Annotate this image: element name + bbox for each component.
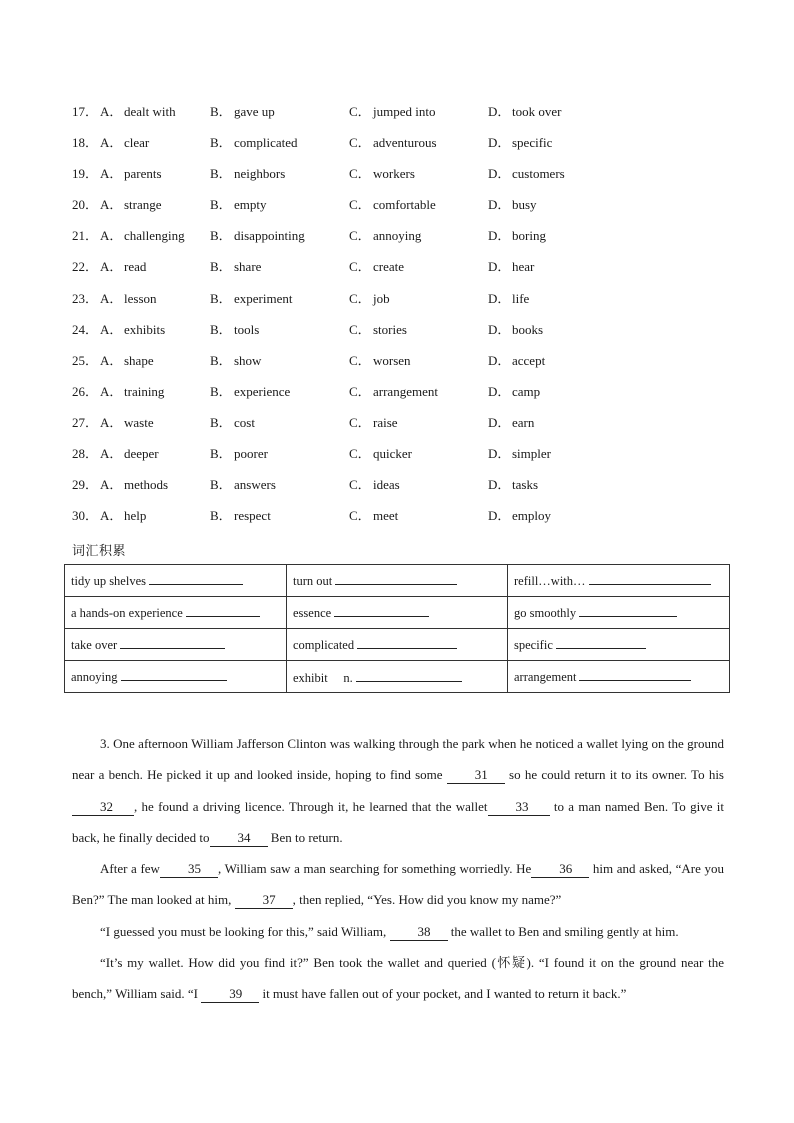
option-letter: A． <box>100 477 123 493</box>
option-text: boring <box>512 228 546 244</box>
question-row <box>72 350 752 381</box>
option-c[interactable] <box>349 194 436 216</box>
blank-34[interactable]: 34 <box>210 830 268 847</box>
option-text: respect <box>234 508 271 524</box>
option-letter: D． <box>488 321 511 337</box>
option-letter: A． <box>100 135 123 151</box>
option-letter: B． <box>210 290 232 306</box>
passage-text: to a man named Ben. To give it back, he finally decided to <box>72 798 724 845</box>
option-text: tasks <box>512 477 538 493</box>
option-c[interactable] <box>349 443 412 465</box>
vocab-cell <box>287 661 508 693</box>
vocab-term: exhibit n. <box>293 670 353 685</box>
question-row <box>72 256 752 287</box>
blank-32[interactable]: 32 <box>72 799 134 816</box>
option-letter: C． <box>349 508 371 524</box>
answer-line[interactable] <box>120 636 225 649</box>
option-text: cost <box>234 414 255 430</box>
option-text: customers <box>512 166 565 182</box>
option-text: adventurous <box>373 135 437 151</box>
vocab-row <box>65 629 730 661</box>
vocab-term: a hands-on experience <box>71 606 183 620</box>
question-row <box>72 412 752 443</box>
option-letter: C． <box>349 414 371 430</box>
option-a[interactable] <box>100 225 185 247</box>
vocab-term: refill…with… <box>514 574 586 588</box>
passage-text: so he could return it to its owner. To his <box>504 767 724 783</box>
option-b[interactable] <box>210 443 268 465</box>
option-text: accept <box>512 352 546 368</box>
option-text: strange <box>124 197 162 213</box>
option-c[interactable] <box>349 101 435 123</box>
option-text: share <box>234 259 262 275</box>
option-text: show <box>234 352 262 368</box>
option-text: job <box>373 290 390 306</box>
vocab-cell <box>287 565 508 597</box>
option-text: raise <box>373 414 398 430</box>
option-letter: A． <box>100 352 123 368</box>
option-letter: A． <box>100 259 123 275</box>
question-row <box>72 319 752 350</box>
option-a[interactable] <box>100 350 154 372</box>
option-c[interactable] <box>349 381 438 403</box>
option-letter: D． <box>488 104 511 119</box>
option-letter: B． <box>210 446 232 462</box>
option-c[interactable] <box>349 132 437 154</box>
vocab-term: specific <box>514 638 553 652</box>
option-letter: C． <box>349 383 371 399</box>
option-letter: A． <box>100 228 123 244</box>
vocab-term: complicated <box>293 638 355 652</box>
option-text: lesson <box>124 290 157 306</box>
option-a[interactable] <box>100 381 164 403</box>
question-number: 27． <box>72 414 99 430</box>
question-number: 25． <box>72 352 99 368</box>
option-text: busy <box>512 197 537 213</box>
passage-text: , William saw a man searching for something worriedly. He <box>217 861 532 877</box>
blank-36[interactable]: 36 <box>531 861 589 878</box>
question-number: 18． <box>72 135 99 151</box>
option-letter: D． <box>488 383 511 399</box>
option-text: comfortable <box>373 197 436 213</box>
option-text: tools <box>234 321 260 337</box>
question-row <box>72 225 752 256</box>
option-b[interactable] <box>210 163 285 185</box>
passage-text: him and asked, “Are you Ben?” The man looked at him, <box>72 861 724 908</box>
option-text: disappointing <box>234 228 305 244</box>
option-text: experiment <box>234 290 293 306</box>
option-c[interactable] <box>349 412 398 434</box>
question-number: 29． <box>72 477 99 493</box>
answer-line[interactable] <box>579 604 677 617</box>
vocab-row <box>65 597 730 629</box>
vocab-cell <box>287 597 508 629</box>
option-letter: B． <box>210 508 232 524</box>
option-d[interactable] <box>488 350 545 372</box>
question-row <box>72 163 752 194</box>
option-c[interactable] <box>349 505 398 527</box>
option-letter: A． <box>100 290 123 306</box>
option-b[interactable] <box>210 381 290 403</box>
option-text: parents <box>124 166 162 182</box>
option-letter: B． <box>210 321 232 337</box>
answer-line[interactable] <box>589 572 711 585</box>
option-letter: C． <box>349 135 371 151</box>
option-text: dealt with <box>124 104 176 119</box>
option-text: life <box>512 290 530 306</box>
vocab-cell <box>65 629 287 661</box>
option-letter: D． <box>488 166 511 182</box>
option-letter: A． <box>100 321 123 337</box>
option-letter: D． <box>488 228 511 244</box>
option-d[interactable] <box>488 163 565 185</box>
option-a[interactable] <box>100 132 149 154</box>
passage-text: , he found a driving licence. Through it, he learned that the wallet <box>134 798 488 814</box>
option-text: create <box>373 259 405 275</box>
question-row <box>72 381 752 412</box>
passage-paragraph-4 <box>72 947 724 1010</box>
answer-line[interactable] <box>579 668 691 681</box>
passage-text: After a few <box>100 861 160 877</box>
option-c[interactable] <box>349 256 404 278</box>
vocab-cell <box>65 597 287 629</box>
option-b[interactable] <box>210 288 292 310</box>
option-b[interactable] <box>210 256 261 278</box>
option-a[interactable] <box>100 256 146 278</box>
option-letter: A． <box>100 166 123 182</box>
option-text: took over <box>512 104 562 119</box>
option-a[interactable] <box>100 163 162 185</box>
option-d[interactable] <box>488 505 551 527</box>
option-letter: C． <box>349 104 371 119</box>
passage-text: it must have fallen out of your pocket, and I wanted to return it back.” <box>259 986 627 1002</box>
option-text: quicker <box>373 446 412 462</box>
option-text: workers <box>373 166 415 182</box>
option-letter: D． <box>488 197 511 213</box>
option-text: waste <box>124 414 154 430</box>
answer-line[interactable] <box>335 572 457 585</box>
answer-line[interactable] <box>357 636 457 649</box>
option-letter: B． <box>210 477 232 493</box>
blank-31[interactable]: 31 <box>447 767 505 784</box>
passage-text: Ben to return. <box>267 829 343 845</box>
option-text: empty <box>234 197 267 213</box>
option-text: shape <box>124 352 154 368</box>
vocab-term: take over <box>71 638 118 652</box>
option-d[interactable] <box>488 288 529 310</box>
option-text: worsen <box>373 352 411 368</box>
vocab-heading: 词汇积累 <box>72 544 127 559</box>
vocab-cell <box>508 629 730 661</box>
option-text: methods <box>124 477 169 493</box>
vocab-cell <box>287 629 508 661</box>
vocab-cell <box>65 565 287 597</box>
option-text: stories <box>373 321 407 337</box>
option-a[interactable] <box>100 412 154 434</box>
option-text: simpler <box>512 446 551 462</box>
passage-text: “It’s my wallet. How did you find it?” Ben took the wallet and queried (怀疑). “I found it on the ground near the bench,” William said. “I <box>72 955 724 1002</box>
answer-line[interactable] <box>556 636 646 649</box>
vocab-table <box>64 564 730 693</box>
blank-39[interactable]: 39 <box>201 986 259 1003</box>
vocab-cell <box>508 661 730 693</box>
option-text: earn <box>512 414 535 430</box>
option-text: arrangement <box>373 383 438 399</box>
option-c[interactable] <box>349 163 415 185</box>
question-row <box>72 132 752 163</box>
question-row <box>72 474 752 505</box>
vocab-row <box>65 661 730 693</box>
option-letter: D． <box>488 477 511 493</box>
option-letter: D． <box>488 135 511 151</box>
option-d[interactable] <box>488 101 561 123</box>
option-c[interactable] <box>349 225 421 247</box>
option-d[interactable] <box>488 319 543 341</box>
option-a[interactable] <box>100 319 165 341</box>
option-c[interactable] <box>349 319 407 341</box>
option-text: poorer <box>234 446 268 462</box>
option-text: answers <box>234 477 276 493</box>
passage-paragraph-2 <box>72 853 724 916</box>
passage-paragraph-3 <box>72 916 724 947</box>
option-b[interactable] <box>210 505 271 527</box>
option-d[interactable] <box>488 194 537 216</box>
option-letter: B． <box>210 228 232 244</box>
vocab-term: annoying <box>71 670 118 684</box>
option-a[interactable] <box>100 474 168 496</box>
blank-35[interactable]: 35 <box>160 861 218 878</box>
answer-line[interactable] <box>121 668 227 681</box>
question-number: 28． <box>72 446 99 462</box>
option-d[interactable] <box>488 443 551 465</box>
option-letter: B． <box>210 197 232 213</box>
answer-line[interactable] <box>186 604 260 617</box>
option-d[interactable] <box>488 256 534 278</box>
option-b[interactable] <box>210 412 255 434</box>
option-letter: D． <box>488 259 511 275</box>
option-text: read <box>124 259 147 275</box>
option-letter: A． <box>100 197 123 213</box>
option-text: meet <box>373 508 399 524</box>
option-letter: D． <box>488 290 511 306</box>
option-b[interactable] <box>210 194 267 216</box>
vocab-cell <box>508 597 730 629</box>
option-letter: C． <box>349 197 371 213</box>
answer-line[interactable] <box>334 604 429 617</box>
option-text: deeper <box>124 446 159 462</box>
option-a[interactable] <box>100 288 157 310</box>
option-d[interactable] <box>488 474 538 496</box>
vocab-term: tidy up shelves <box>71 574 146 588</box>
option-text: help <box>124 508 147 524</box>
option-text: camp <box>512 383 541 399</box>
option-b[interactable] <box>210 319 259 341</box>
question-row <box>72 443 752 474</box>
option-b[interactable] <box>210 225 305 247</box>
option-letter: A． <box>100 508 123 524</box>
option-b[interactable] <box>210 132 298 154</box>
option-letter: D． <box>488 352 511 368</box>
cloze-passage <box>72 728 724 1010</box>
option-letter: C． <box>349 228 371 244</box>
option-c[interactable] <box>349 350 411 372</box>
option-a[interactable] <box>100 101 176 123</box>
option-letter: C． <box>349 290 371 306</box>
option-b[interactable] <box>210 350 261 372</box>
option-text: ideas <box>373 477 400 493</box>
option-c[interactable] <box>349 288 390 310</box>
question-number: 30． <box>72 508 99 524</box>
option-letter: C． <box>349 321 371 337</box>
option-a[interactable] <box>100 194 162 216</box>
option-text: hear <box>512 259 535 275</box>
option-letter: D． <box>488 414 511 430</box>
option-letter: A． <box>100 104 123 119</box>
question-number: 23． <box>72 290 99 306</box>
option-letter: B． <box>210 259 232 275</box>
vocab-term: essence <box>293 606 332 620</box>
option-text: annoying <box>373 228 422 244</box>
vocab-row <box>65 565 730 597</box>
vocab-term: go smoothly <box>514 606 577 620</box>
passage-paragraph-1 <box>72 728 724 853</box>
option-a[interactable] <box>100 505 146 527</box>
option-letter: B． <box>210 166 232 182</box>
option-text: gave up <box>234 104 275 119</box>
question-number: 17． <box>72 104 99 119</box>
passage-text: the wallet to Ben and smiling gently at him. <box>447 923 679 939</box>
blank-38[interactable]: 38 <box>390 924 448 941</box>
option-letter: C． <box>349 352 371 368</box>
option-letter: C． <box>349 477 371 493</box>
question-row <box>72 505 752 536</box>
question-number: 26． <box>72 383 99 399</box>
vocab-term: arrangement <box>514 670 577 684</box>
option-letter: A． <box>100 383 123 399</box>
option-letter: C． <box>349 446 371 462</box>
option-text: books <box>512 321 544 337</box>
option-d[interactable] <box>488 412 534 434</box>
option-letter: C． <box>349 259 371 275</box>
option-b[interactable] <box>210 101 275 123</box>
option-text: jumped into <box>373 104 436 119</box>
option-text: specific <box>512 135 553 151</box>
question-row <box>72 101 752 132</box>
question-number: 20． <box>72 197 99 213</box>
question-number: 21． <box>72 228 99 244</box>
option-b[interactable] <box>210 474 276 496</box>
answer-line[interactable] <box>356 669 462 682</box>
option-text: employ <box>512 508 551 524</box>
option-letter: D． <box>488 508 511 524</box>
passage-text: “I guessed you must be looking for this,” said William, <box>100 923 390 939</box>
question-number: 22． <box>72 259 99 275</box>
option-d[interactable] <box>488 132 552 154</box>
question-row <box>72 288 752 319</box>
multiple-choice-options <box>72 101 752 536</box>
option-letter: A． <box>100 414 123 430</box>
option-letter: B． <box>210 104 232 119</box>
option-text: training <box>124 383 165 399</box>
vocab-term: turn out <box>293 574 333 588</box>
option-letter: A． <box>100 446 123 462</box>
option-d[interactable] <box>488 381 540 403</box>
question-row <box>72 194 752 225</box>
answer-line[interactable] <box>149 572 243 585</box>
option-d[interactable] <box>488 225 546 247</box>
vocab-cell <box>508 565 730 597</box>
option-text: clear <box>124 135 150 151</box>
blank-33[interactable]: 33 <box>488 799 550 816</box>
question-number: 24． <box>72 321 99 337</box>
option-text: neighbors <box>234 166 286 182</box>
option-a[interactable] <box>100 443 159 465</box>
vocab-cell <box>65 661 287 693</box>
passage-text: 3. One afternoon William Jafferson Clinton was walking through the park when he noticed a wallet lying on the ground near a bench. He picked it up and looked inside, hoping to find some <box>72 736 724 783</box>
option-c[interactable] <box>349 474 400 496</box>
option-text: challenging <box>124 228 185 244</box>
option-letter: B． <box>210 414 232 430</box>
option-letter: B． <box>210 352 232 368</box>
option-letter: D． <box>488 446 511 462</box>
option-text: experience <box>234 383 291 399</box>
option-text: complicated <box>234 135 298 151</box>
option-letter: B． <box>210 383 232 399</box>
question-number: 19． <box>72 166 99 182</box>
option-letter: C． <box>349 166 371 182</box>
passage-text: , then replied, “Yes. How did you know my name?” <box>292 892 562 908</box>
option-letter: B． <box>210 135 232 151</box>
option-text: exhibits <box>124 321 166 337</box>
blank-37[interactable]: 37 <box>235 892 293 909</box>
